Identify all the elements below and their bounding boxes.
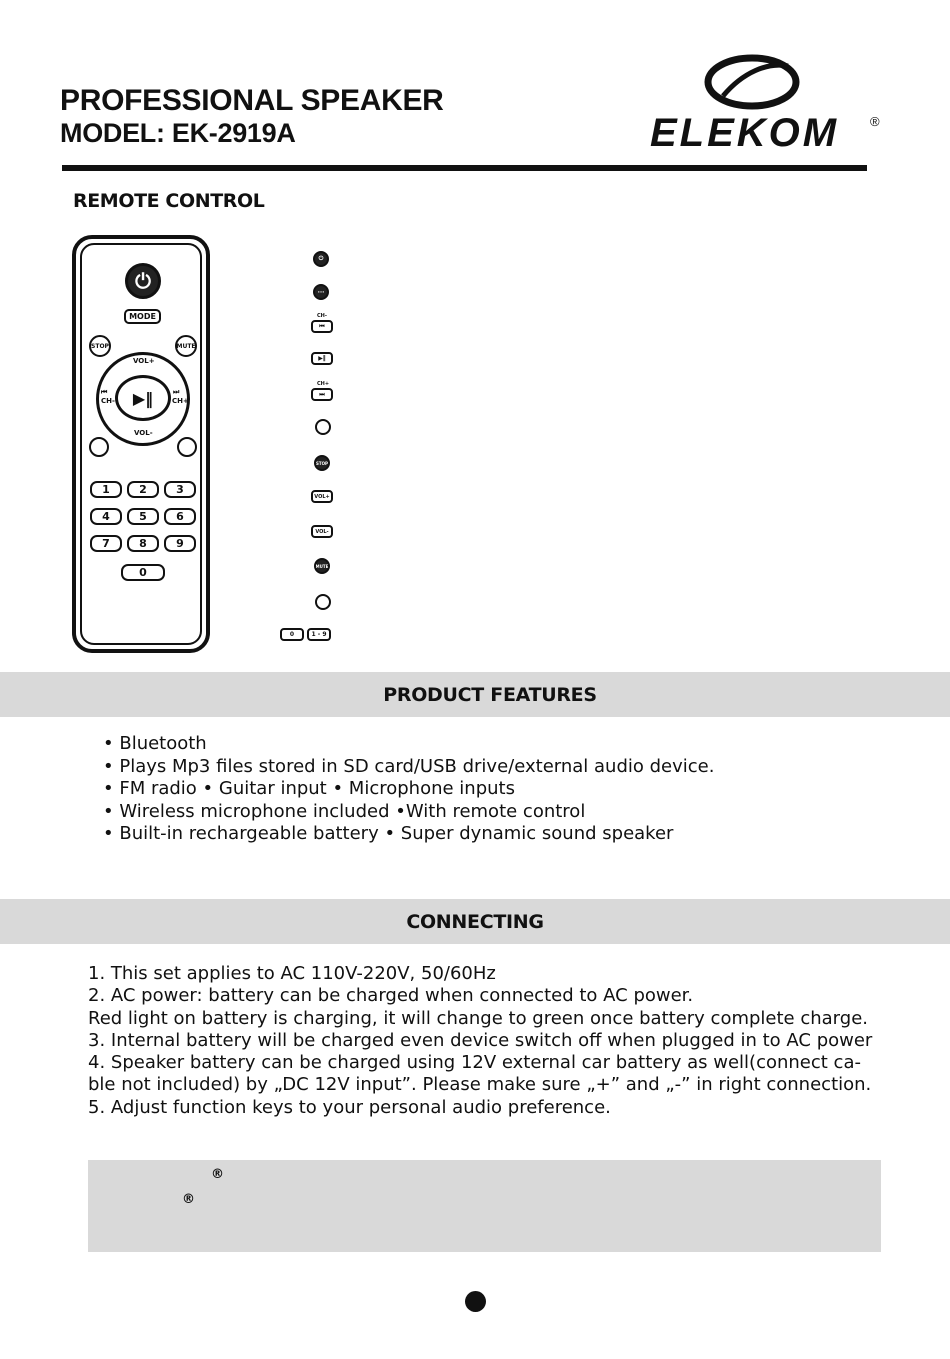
instruction-line: 3. Internal battery will be charged even device switch off when plugged in to AC power (88, 1029, 873, 1051)
remote-number-key: 1 (90, 481, 122, 498)
remote-vol-down-label: VOL- (134, 429, 153, 437)
feature-item: • Plays Mp3 files stored in SD card/USB drive/external audio device. (103, 755, 715, 777)
mute-icon: MUTE (314, 558, 330, 574)
number-keys-icon: 1 - 9 (307, 628, 331, 641)
remote-number-key: 4 (90, 508, 122, 525)
remote-mode-button: MODE (124, 309, 161, 324)
connecting-band (0, 899, 950, 944)
play-pause-icon: ▶‖ (132, 388, 154, 408)
prev-icon: ⏮ (311, 320, 333, 333)
remote-number-key: 3 (164, 481, 196, 498)
remote-mute-button: MUTE (175, 335, 197, 357)
instruction-line: 5. Adjust function keys to your personal audio preference. (88, 1096, 611, 1118)
remote-right-round-button (177, 437, 197, 457)
section-heading-remote: REMOTE CONTROL (73, 190, 265, 212)
stop-icon: STOP (314, 455, 330, 471)
instruction-line: Red light on battery is charging, it will change to green once battery complete charge. (88, 1007, 868, 1029)
note-box (88, 1160, 881, 1252)
zero-key-icon: 0 (280, 628, 304, 641)
next-ch-label: CH+ (317, 381, 330, 387)
remote-prev-icon: ⏮ (101, 388, 108, 396)
feature-item: • Built-in rechargeable battery • Super dynamic sound speaker (103, 823, 674, 844)
section-heading-features: PRODUCT FEATURES (383, 684, 597, 706)
feature-item: • FM radio • Guitar input • Microphone inputs (103, 778, 515, 799)
mode-icon: ··· (313, 284, 329, 300)
section-heading-connecting: CONNECTING (406, 911, 544, 933)
remote-number-key: 6 (164, 508, 196, 525)
remote-power-button (125, 263, 161, 299)
remote-number-key: 2 (127, 481, 159, 498)
document-title: PROFESSIONAL SPEAKER (60, 84, 444, 117)
logo-swoosh-inner (723, 65, 788, 96)
connecting-instructions (88, 963, 898, 1119)
remote-next-icon: ⏭ (173, 388, 180, 396)
header-divider (62, 165, 867, 171)
features-list (103, 733, 714, 846)
features-band (0, 672, 950, 717)
feature-item: • Bluetooth (103, 733, 207, 754)
power-icon: ⏻ (135, 269, 151, 293)
model-number: MODEL: EK-2919A (60, 118, 296, 148)
play-pause-icon: ▶‖ (311, 352, 333, 365)
instruction-line: 1. This set applies to AC 110V-220V, 50/60Hz (88, 963, 496, 984)
vol-up-icon: VOL+ (311, 490, 333, 503)
registered-mark: ® (870, 114, 880, 129)
vol-down-icon: VOL- (311, 525, 333, 538)
instruction-line: 4. Speaker battery can be charged using 12V external car battery as well(connect ca- (88, 1052, 861, 1074)
remote-number-key: 7 (90, 535, 122, 552)
prev-ch-label: CH- (317, 313, 327, 319)
remote-stop-button: STOP (89, 335, 111, 357)
circle-icon (315, 419, 331, 435)
elekom-logo (648, 52, 888, 156)
remote-number-key: 8 (127, 535, 159, 552)
page-marker-dot (465, 1291, 486, 1312)
remote-ch-up-label: CH+ (172, 397, 189, 405)
circle-icon (315, 594, 331, 610)
remote-number-key: 5 (127, 508, 159, 525)
brand-wordmark: ELEKOM (650, 111, 840, 155)
power-icon: ⏻ (313, 251, 329, 267)
remote-number-key: 9 (164, 535, 196, 552)
remote-number-key: 0 (121, 564, 165, 581)
instruction-line: ble not included) by „DC 12V input”. Please make sure „+” and „-” in right connection. (88, 1074, 872, 1096)
remote-vol-up-label: VOL+ (133, 357, 155, 365)
feature-item: • Wireless microphone included •With remote control (103, 800, 586, 822)
remote-ch-down-label: CH- (101, 397, 115, 405)
registered-mark: ® (182, 1192, 195, 1207)
remote-left-round-button (89, 437, 109, 457)
instruction-line: 2. AC power: battery can be charged when connected to AC power. (88, 985, 694, 1007)
registered-mark: ® (211, 1167, 224, 1182)
remote-play-pause-button (115, 375, 171, 421)
next-icon: ⏭ (311, 388, 333, 401)
